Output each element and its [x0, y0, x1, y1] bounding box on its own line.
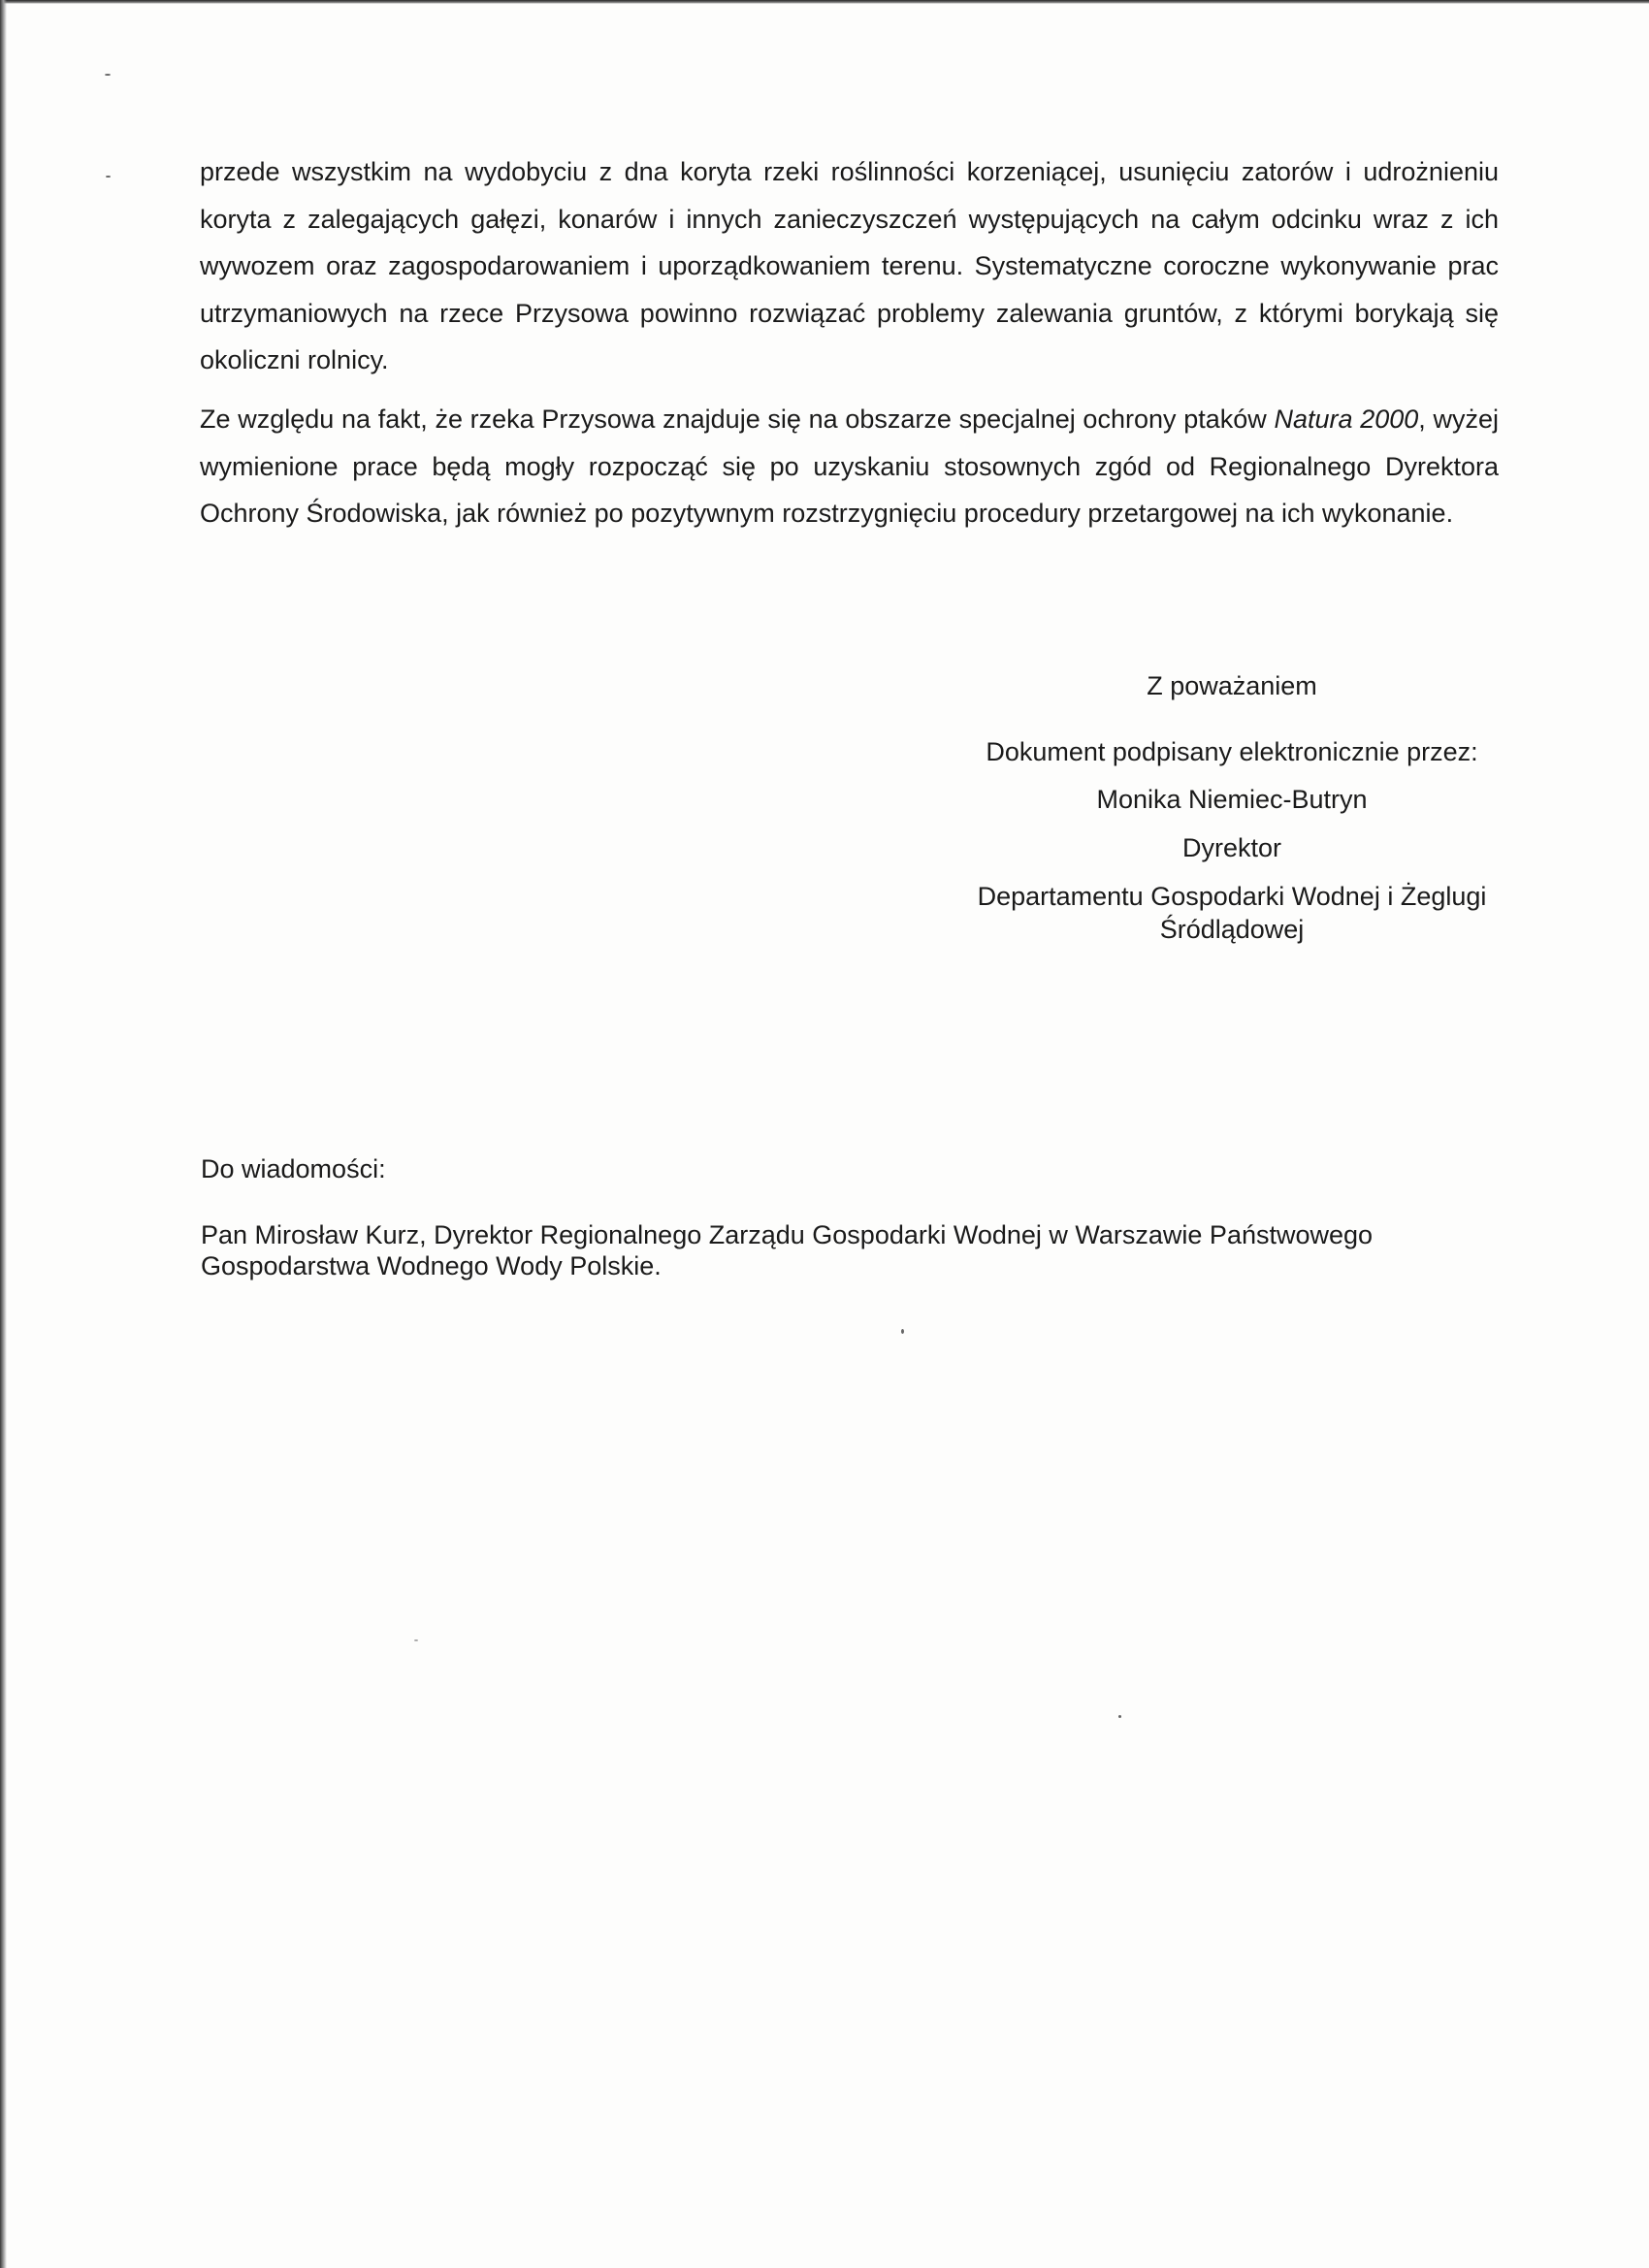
scan-top-edge	[0, 0, 1649, 4]
scan-speck	[105, 74, 111, 76]
copy-to-recipient: Pan Mirosław Kurz, Dyrektor Regionalnego Zarządu Gospodarki Wodnej w Warszawie Państwowego Gospodarstwa Wodnego Wody Polskie.	[201, 1220, 1374, 1280]
body-paragraph: przede wszystkim na wydobyciu z dna koryta rzeki roślinności korzeniącej, usunięciu zatorów i udrożnieniu koryta z zalegających gałęzi, konarów i innych zanieczyszczeń występujących na całym odcinku wraz z ich wywozem oraz zagospodarowaniem i uporządkowaniem terenu. Systematyczne coroczne wykonywanie prac utrzymaniowych na rzece Przysowa powinno rozwiązać problemy zalewania gruntów, z którymi borykają się okoliczni rolnicy.	[200, 157, 1499, 375]
signature-title: Dyrektor	[1181, 833, 1281, 862]
signature-department-line-1: Departamentu Gospodarki Wodnej i Żeglugi	[977, 882, 1487, 911]
body-paragraph	[200, 396, 1499, 537]
copy-to-heading: Do wiadomości:	[201, 1154, 386, 1183]
signature-department-line-2: Śródlądowej	[1159, 915, 1305, 944]
scan-left-edge	[0, 0, 7, 2268]
scan-speck	[106, 176, 111, 178]
body-paragraph-text: Ze względu na fakt, że rzeka Przysowa znajduje się na obszarze specjalnej ochrony ptaków	[200, 405, 1275, 434]
natura-2000-italic: Natura 2000	[1274, 405, 1419, 434]
scan-speck	[901, 1329, 904, 1334]
signature-signed-by-label: Dokument podpisany elektronicznie przez:	[986, 737, 1478, 766]
scan-speck	[414, 1639, 418, 1641]
body-paragraph-text: , wyżej wymienione prace będą mogły rozpocząć się po uzyskaniu stosownych zgód od Regionalnego Dyrektora Ochrony Środowiska, jak również po pozytywnym rozstrzygnięciu procedury przetargowej na ich wykonanie.	[200, 405, 1499, 529]
signature-name: Monika Niemiec-Butryn	[1096, 785, 1368, 814]
scan-speck	[1118, 1715, 1121, 1718]
signature-closing: Z poważaniem	[1147, 671, 1317, 700]
